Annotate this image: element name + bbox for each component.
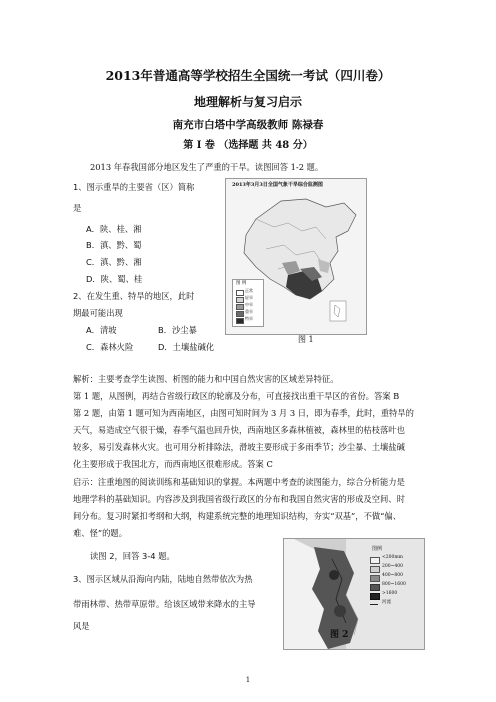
document-title: 2013年普通高等学校招生全国统一考试（四川卷） bbox=[105, 68, 391, 83]
q2-option-c: C．森林火险 bbox=[86, 342, 134, 352]
q1-option-d: D．陕、蜀、桂 bbox=[86, 274, 143, 284]
analysis-line-1: 解析：主要考查学生读图、析图的能力和中国自然灾害的区域差异特征。 bbox=[73, 374, 339, 384]
q1-option-c: C．滇、黔、湘 bbox=[86, 257, 142, 267]
analysis-line-5: 较多，易引发森林火灾。也可用分析排除法，滑坡主要形成于多雨季节；沙尘暴、土壤盐碱 bbox=[73, 442, 405, 452]
region-legend-item-3: 400~800 bbox=[382, 573, 403, 578]
document-subtitle: 地理解析与复习启示 bbox=[193, 95, 302, 109]
page-number: 1 bbox=[245, 676, 251, 684]
legend-label-extreme: 特旱 bbox=[245, 316, 253, 321]
region-legend-item-5: >1600 bbox=[382, 591, 398, 596]
q2-option-b: B．沙尘暴 bbox=[158, 325, 197, 335]
region-map-graphic bbox=[284, 539, 424, 649]
section-heading: 第 I 卷 （选择题 共 48 分） bbox=[183, 140, 313, 151]
q2-stem-line1: 2、在发生重、特旱的地区，此时 bbox=[73, 291, 195, 301]
insight-line-2: 地理学科的基础知识。内容涉及到我国省级行政区的分布和我国自然灾害的形成及空间、时 bbox=[73, 494, 405, 504]
figure1-caption: 图 1 bbox=[298, 335, 314, 344]
analysis-line-3: 第 2 题，由第 1 题可知为西南地区，由图可知时间为 3 月 3 日，即为春季，此时，重特旱的 bbox=[73, 408, 414, 418]
legend-label-severe: 重旱 bbox=[245, 309, 253, 314]
q3-stem-line1: 3、图示区域从沿海向内陆，陆地自然带依次为热 bbox=[73, 574, 253, 584]
q2-option-a: A．清坡 bbox=[86, 325, 117, 335]
region-legend-item-1: <200mm bbox=[382, 555, 403, 560]
q2-stem-line2: 期最可能出现 bbox=[73, 308, 123, 318]
legend-label-normal: 正常 bbox=[245, 288, 253, 293]
analysis-line-6: 化主要形成于我国北方，而西南地区很难形成。答案 C bbox=[73, 459, 273, 469]
q1-stem-line2: 是 bbox=[73, 203, 82, 213]
region-legend-item-6: 河流 bbox=[382, 600, 391, 605]
region-legend-item-2: 200~400 bbox=[382, 564, 403, 569]
map-legend-title: 图 例 bbox=[236, 281, 247, 286]
region-legend-title: 图例 bbox=[372, 546, 383, 552]
document-author: 南充市白塔中学高级教师 陈禄春 bbox=[172, 119, 324, 131]
intro2-text: 读图 2，回答 3-4 题。 bbox=[90, 551, 175, 561]
region-legend-item-4: 800~1600 bbox=[382, 582, 406, 587]
q3-stem-line3: 风是 bbox=[73, 621, 90, 631]
drought-map-figure bbox=[225, 178, 367, 335]
insight-line-4: 难、怪”的题。 bbox=[73, 528, 128, 538]
analysis-line-2: 第 1 题，从图例，再结合省级行政区的轮廓及分布，可直接找出重干旱区的省份。答案 B bbox=[73, 391, 400, 401]
legend-label-light: 轻旱 bbox=[245, 295, 253, 300]
q3-stem-line2: 带雨林带、热带草原带。给该区域带来降水的主导 bbox=[73, 599, 256, 609]
map-legend bbox=[232, 279, 264, 327]
q1-option-b: B．滇、黔、蜀 bbox=[86, 240, 142, 250]
insight-line-3: 间分布。复习时紧扣考纲和大纲，构建系统完整的地理知识结构，夯实“双基”，不做“偏、 bbox=[73, 511, 402, 521]
figure2-caption: 图 2 bbox=[330, 630, 349, 640]
analysis-line-4: 天气，易造成空气很干燥，春季气温也回升快，西南地区多森林植被，森林里的枯枝落叶也 bbox=[73, 425, 405, 435]
q1-option-a: A．陕、桂、湘 bbox=[86, 224, 142, 234]
q1-stem-line1: 1、图示重旱的主要省（区）简称 bbox=[73, 182, 195, 192]
insight-line-1: 启示：注重地图的阅读训练和基础知识的掌握。本两题中考查的读图能力，综合分析能力是 bbox=[73, 477, 405, 487]
intro-text: 2013 年春我国部分地区发生了严重的干旱。读图回答 1-2 题。 bbox=[90, 162, 324, 172]
region-map-figure bbox=[283, 538, 425, 650]
legend-label-moderate: 中旱 bbox=[245, 302, 253, 307]
map-title: 2013年3月3日全国气象干旱综合监测图 bbox=[232, 182, 323, 188]
q2-option-d: D．土壤盐碱化 bbox=[158, 342, 215, 352]
